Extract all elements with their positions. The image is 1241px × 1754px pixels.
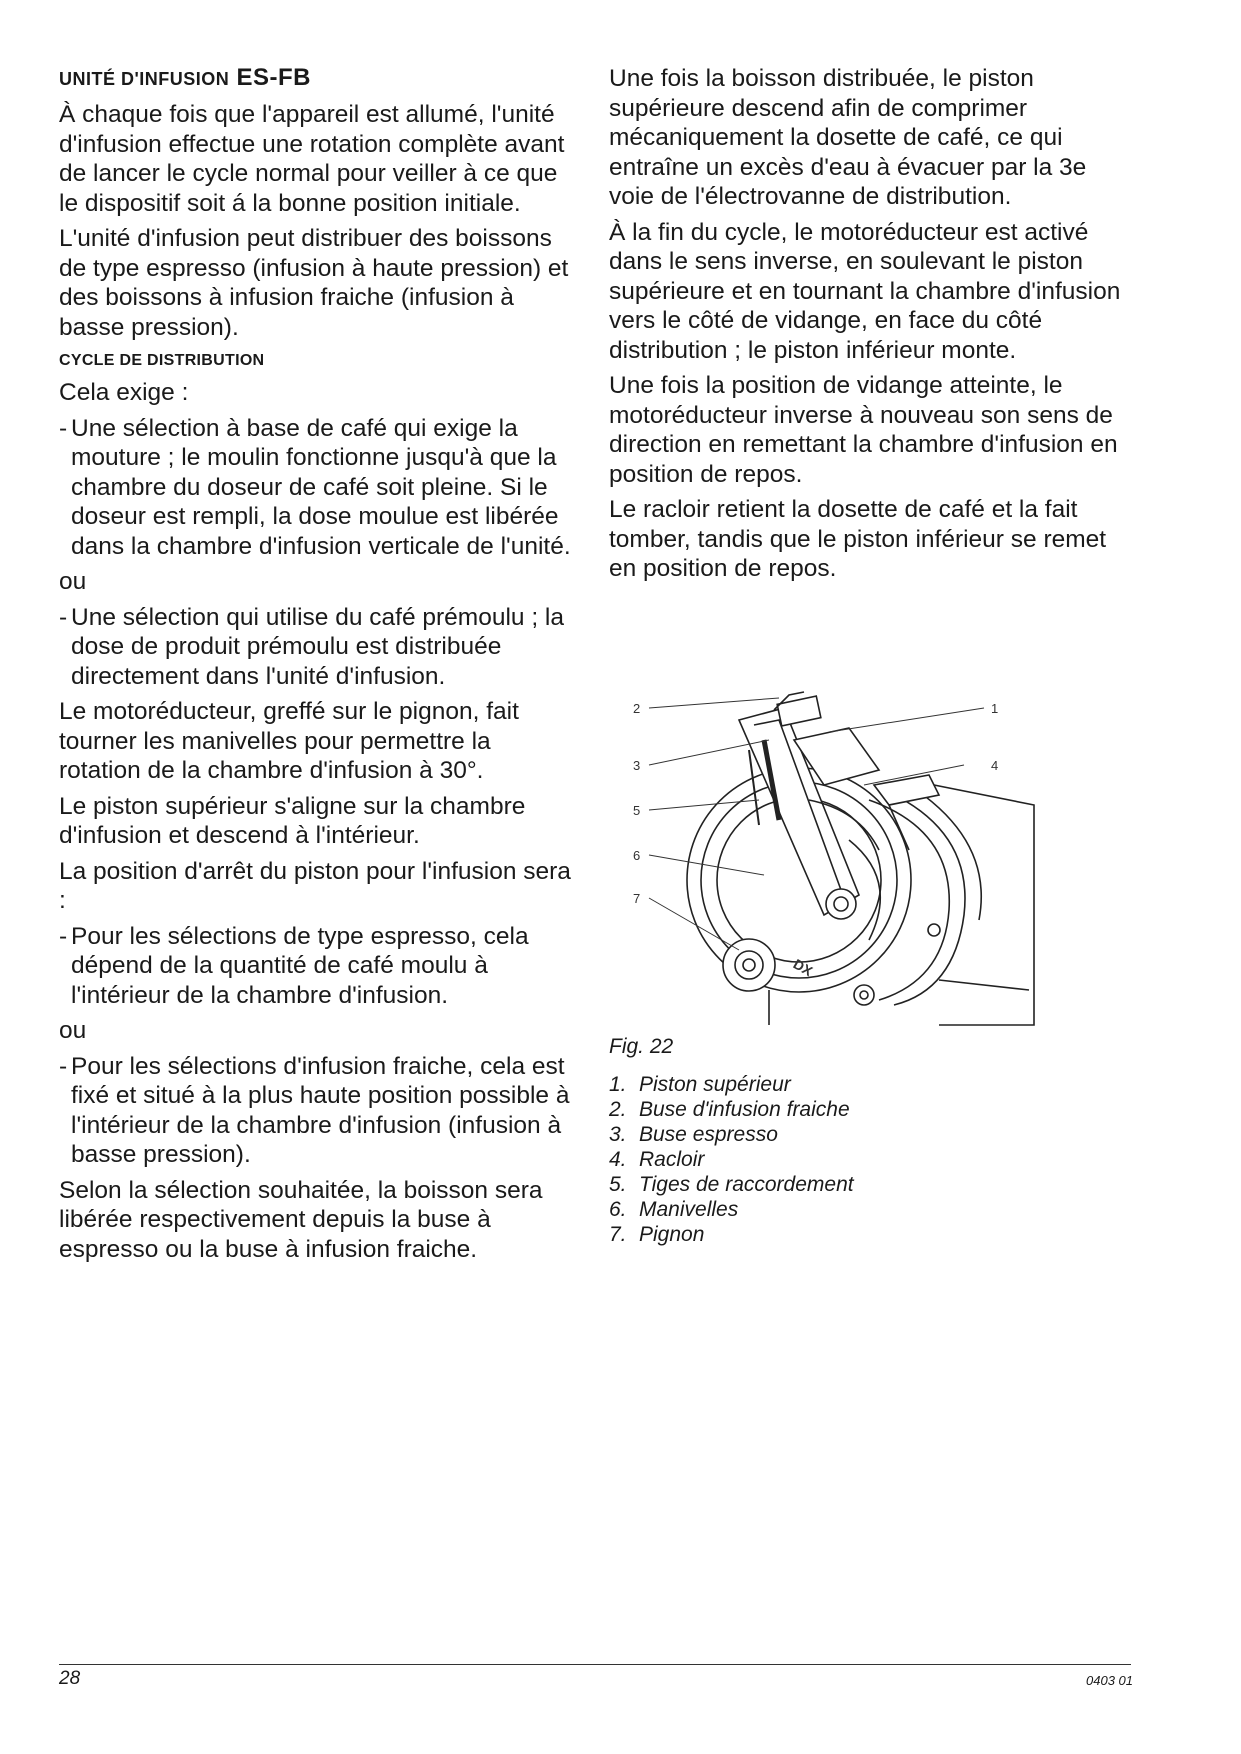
hub	[826, 889, 856, 919]
paragraph: Cela exige :	[59, 379, 189, 406]
legend-number: 3.	[609, 1123, 627, 1146]
legend-item	[609, 1172, 854, 1197]
or-text: ou	[59, 1017, 87, 1044]
callout-2: 2	[633, 701, 641, 716]
legend-item	[609, 1072, 854, 1097]
bullet-dash: -	[59, 414, 68, 442]
heading-model: ES-FB	[236, 64, 311, 91]
left-column	[59, 64, 579, 1270]
bullet-text: Pour les sélections de type espresso, cela dépend de la quantité de café moulu à l'intérieur de la chambre d'infusion.	[71, 922, 529, 1009]
legend-label: Piston supérieur	[639, 1073, 791, 1096]
brewing-unit-illustration	[609, 680, 1049, 1030]
callout-7: 7	[633, 891, 641, 906]
figure-legend	[609, 1072, 854, 1247]
bullet-dash: -	[59, 1052, 68, 1080]
legend-label: Buse espresso	[639, 1123, 778, 1146]
or-text: ou	[59, 568, 87, 595]
paragraph: Le motoréducteur, greffé sur le pignon, fait tourner les manivelles pour permettre la rotation de la chambre d'infusion à 30°.	[59, 698, 519, 784]
legend-number: 6.	[609, 1198, 627, 1221]
right-column	[609, 64, 1129, 590]
pinion	[723, 939, 775, 991]
section-heading	[59, 64, 579, 92]
bullet-item	[59, 414, 579, 562]
paragraph: À la fin du cycle, le motoréducteur est activé dans le sens inverse, en soulevant le piston supérieure et en tournant la chambre d'infusion vers le côté de vidange, en face du côté distribution ; le piston inférieur monte.	[609, 218, 1121, 364]
legend-item	[609, 1197, 854, 1222]
heading-prefix: UNITÉ D'INFUSION	[59, 69, 230, 89]
callout-6: 6	[633, 848, 641, 863]
bullet-dash: -	[59, 922, 68, 950]
legend-label: Pignon	[639, 1223, 705, 1246]
callout-5: 5	[633, 803, 641, 818]
legend-item	[609, 1222, 854, 1247]
bullet-text: Pour les sélections d'infusion fraiche, cela est fixé et situé à la plus haute position possible à l'intérieur de la chambre d'infusion (infusion à basse pression).	[71, 1052, 570, 1168]
paragraph: L'unité d'infusion peut distribuer des boissons de type espresso (infusion à haute pression) et des boissons à infusion fraiche (infusion à basse pression).	[59, 225, 569, 341]
subsection-heading: CYCLE DE DISTRIBUTION	[59, 352, 265, 369]
paragraph: Le racloir retient la dosette de café et la fait tomber, tandis que le piston inférieur se remet en position de repos.	[609, 496, 1107, 582]
legend-label: Buse d'infusion fraiche	[639, 1098, 850, 1121]
paragraph: À chaque fois que l'appareil est allumé, l'unité d'infusion effectue une rotation complète avant de lancer le cycle normal pour veiller à ce que le dispositif soit á la bonne position initiale.	[59, 101, 565, 217]
page-number: 28	[59, 1668, 81, 1689]
bullet-text: Une sélection qui utilise du café prémoulu ; la dose de produit prémoulu est distribuée directement dans l'unité d'infusion.	[71, 603, 565, 690]
brewing-unit-figure	[609, 680, 1049, 1030]
paragraph: Selon la sélection souhaitée, la boisson sera libérée respectivement depuis la buse à espresso ou la buse à infusion fraiche.	[59, 1176, 543, 1263]
callout-3: 3	[633, 758, 641, 773]
paragraph: Une fois la boisson distribuée, le piston supérieure descend afin de comprimer mécaniquement la dosette de café, ce qui entraîne un excès d'eau à évacuer par la 3e voie de l'électrovanne de distribution.	[609, 65, 1087, 210]
legend-number: 2.	[609, 1098, 627, 1121]
legend-item	[609, 1097, 854, 1122]
bullet-item	[59, 603, 579, 692]
legend-number: 7.	[609, 1223, 627, 1246]
legend-item	[609, 1122, 854, 1147]
document-code: 0403 01	[1086, 1673, 1133, 1688]
callout-4: 4	[991, 758, 999, 773]
legend-label: Racloir	[639, 1148, 705, 1171]
figure-caption: Fig. 22	[609, 1035, 674, 1058]
bullet-item	[59, 922, 579, 1011]
bullet-item	[59, 1052, 579, 1170]
paragraph: Une fois la position de vidange atteinte, le motoréducteur inverse à nouveau son sens de direction en remettant la chambre d'infusion en position de repos.	[609, 372, 1118, 488]
callout-1: 1	[991, 701, 999, 716]
legend-label: Tiges de raccordement	[639, 1173, 854, 1196]
legend-number: 4.	[609, 1148, 627, 1171]
legend-item	[609, 1147, 854, 1172]
legend-number: 5.	[609, 1173, 627, 1196]
dx-mark: DX	[790, 955, 816, 980]
footer-divider	[59, 1664, 1131, 1665]
bullet-text: Une sélection à base de café qui exige la mouture ; le moulin fonctionne jusqu'à que la chambre du doseur de café soit pleine. Si le doseur est rempli, la dose moulue est libérée dans la chambre d'infusion verticale de l'unité.	[71, 414, 571, 560]
paragraph: Le piston supérieur s'aligne sur la chambre d'infusion et descend à l'intérieur.	[59, 792, 526, 849]
bullet-dash: -	[59, 603, 68, 631]
legend-number: 1.	[609, 1073, 627, 1096]
legend-label: Manivelles	[639, 1198, 739, 1221]
paragraph: La position d'arrêt du piston pour l'infusion sera :	[59, 857, 571, 914]
